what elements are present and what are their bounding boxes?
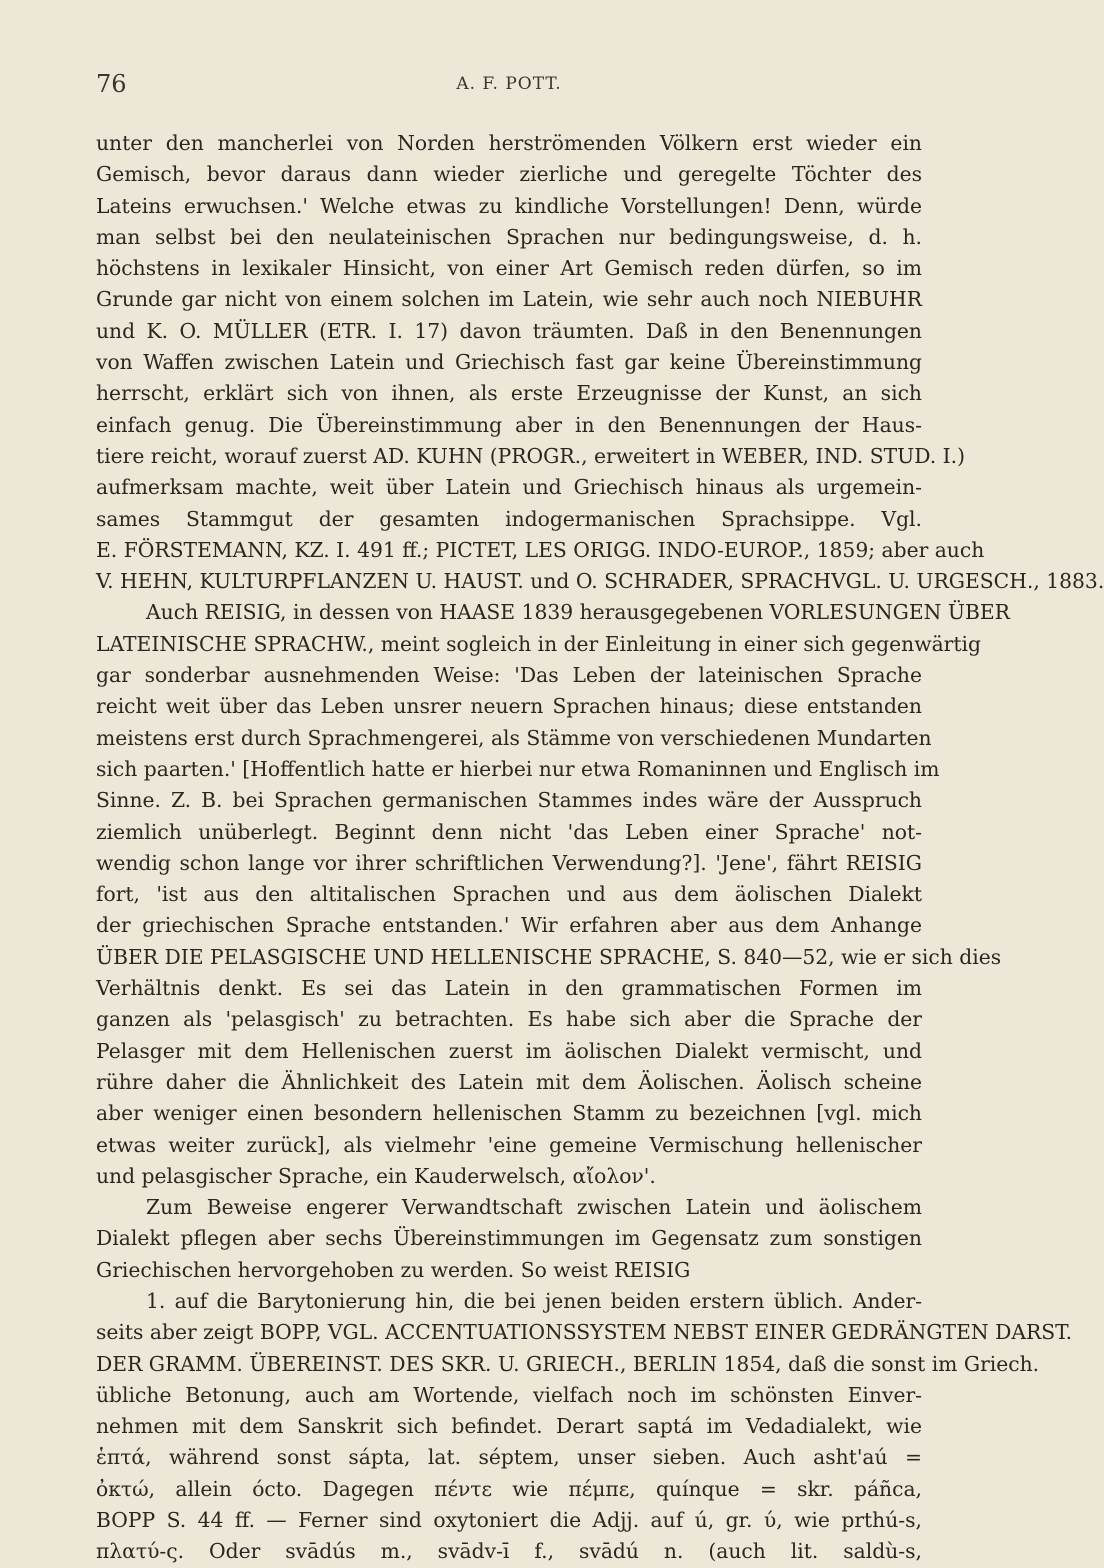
text-line: Dialekt pflegen aber sechs Übereinstimmungen im Gegensatz zum sonstigen bbox=[96, 1226, 922, 1251]
text-line: ganzen als 'pelasgisch' zu betrachten. Es habe sich aber die Sprache der bbox=[96, 1007, 922, 1032]
text-line: sich paarten.' [Hoffentlich hatte er hierbei nur etwa Romaninnen und Englisch im bbox=[96, 756, 940, 781]
text-line: herrscht, erklärt sich von ihnen, als erste Erzeugnisse der Kunst, an sich bbox=[96, 381, 922, 406]
text-line: ÜBER DIE PELASGISCHE UND HELLENISCHE SPRACHE, S. 840—52, wie er sich dies bbox=[96, 944, 1002, 969]
text-line: unter den mancherlei von Norden herströmenden Völkern erst wieder ein bbox=[96, 131, 922, 155]
text-line: Pelasger mit dem Hellenischen zuerst im äolischen Dialekt vermischt, und bbox=[96, 1038, 922, 1063]
text-line: einfach genug. Die Übereinstimmung aber in den Benennungen der Haus- bbox=[96, 412, 922, 437]
text-line: 1. auf die Barytonierung hin, die bei jenen beiden erstern üblich. Ander- bbox=[146, 1288, 922, 1313]
text-line: etwas weiter zurück], als vielmehr 'eine gemeine Vermischung hellenischer bbox=[96, 1132, 922, 1157]
text-line: nehmen mit dem Sanskrit sich befindet. Derart saptá im Vedadialekt, wie bbox=[96, 1414, 922, 1439]
text-line: aufmerksam machte, weit über Latein und Griechisch hinaus als urgemein- bbox=[96, 475, 922, 500]
text-line: E. FÖRSTEMANN, KZ. I. 491 ff.; PICTET, LES ORIGG. INDO-EUROP., 1859; aber auch bbox=[96, 537, 985, 562]
text-line: und pelasgischer Sprache, ein Kauderwelsch, αἴολον'. bbox=[96, 1163, 656, 1188]
text-line: aber weniger einen besondern hellenischen Stamm zu bezeichnen [vgl. mich bbox=[96, 1101, 922, 1126]
text-line: gar sonderbar ausnehmenden Weise: 'Das Leben der lateinischen Sprache bbox=[96, 663, 922, 688]
text-line: ziemlich unüberlegt. Beginnt denn nicht 'das Leben einer Sprache' not- bbox=[96, 819, 922, 844]
text-line: höchstens in lexikaler Hinsicht, von einer Art Gemisch reden dürfen, so im bbox=[96, 256, 922, 281]
page-number: 76 bbox=[96, 70, 127, 98]
text-line: übliche Betonung, auch am Wortende, vielfach noch im schönsten Einver- bbox=[96, 1382, 922, 1407]
text-line: πλατύ-ς. Oder svādús m., svādv-ī f., svādú n. (auch lit. saldù-s, bbox=[96, 1539, 922, 1564]
text-line: BOPP S. 44 ff. — Ferner sind oxytoniert die Adjj. auf ú, gr. ύ, wie prthú-s, bbox=[96, 1508, 922, 1533]
text-line: seits aber zeigt BOPP, VGL. ACCENTUATIONSSYSTEM NEBST EINER GEDRÄNGTEN DARST. bbox=[96, 1320, 1073, 1345]
text-line: Zum Beweise engerer Verwandtschaft zwischen Latein und äolischem bbox=[146, 1195, 922, 1220]
page-header bbox=[96, 70, 922, 106]
text-line: LATEINISCHE SPRACHW., meint sogleich in der Einleitung in einer sich gegenwärtig bbox=[96, 631, 981, 656]
text-line: ἑπτά, während sonst sápta, lat. séptem, unser sieben. Auch asht'aú = bbox=[96, 1445, 922, 1470]
text-line: ὀκτώ, allein ócto. Dagegen πέντε wie πέμπε, quínque = skr. páñca, bbox=[96, 1476, 922, 1501]
text-line: von Waffen zwischen Latein und Griechisch fast gar keine Übereinstimmung bbox=[96, 350, 922, 375]
text-line: Verhältnis denkt. Es sei das Latein in den grammatischen Formen im bbox=[96, 976, 922, 1001]
text-line: Gemisch, bevor daraus dann wieder zierliche und geregelte Töchter des bbox=[96, 162, 922, 187]
text-line: tiere reicht, worauf zuerst AD. KUHN (PROGR., erweitert in WEBER, IND. STUD. I.) bbox=[96, 443, 966, 468]
body-text bbox=[96, 128, 1104, 1568]
text-line: und K. O. MÜLLER (ETR. I. 17) davon träumten. Daß in den Benennungen bbox=[96, 318, 922, 343]
text-line: Griechischen hervorgehoben zu werden. So weist REISIG bbox=[96, 1257, 691, 1282]
text-line: reicht weit über das Leben unsrer neuern Sprachen hinaus; diese entstanden bbox=[96, 694, 922, 719]
text-line: DER GRAMM. ÜBEREINST. DES SKR. U. GRIECH., BERLIN 1854, daß die sonst im Griech. bbox=[96, 1351, 1040, 1376]
text-line: Lateins erwuchsen.' Welche etwas zu kindliche Vorstellungen! Denn, würde bbox=[96, 193, 922, 218]
text-line: Sinne. Z. B. bei Sprachen germanischen Stammes indes wäre der Ausspruch bbox=[96, 788, 922, 813]
text-line: der griechischen Sprache entstanden.' Wir erfahren aber aus dem Anhange bbox=[96, 913, 922, 938]
text-line: Grunde gar nicht von einem solchen im Latein, wie sehr auch noch NIEBUHR bbox=[96, 287, 922, 312]
text-line: man selbst bei den neulateinischen Sprachen nur bedingungsweise, d. h. bbox=[96, 224, 922, 249]
text-line: Auch REISIG, in dessen von HAASE 1839 herausgegebenen VORLESUNGEN ÜBER bbox=[146, 600, 1010, 625]
text-line: sames Stammgut der gesamten indogermanischen Sprachsippe. Vgl. bbox=[96, 506, 922, 531]
text-line: rühre daher die Ähnlichkeit des Latein mit dem Äolischen. Äolisch scheine bbox=[96, 1069, 922, 1094]
running-head: A. F. POTT. bbox=[456, 74, 562, 94]
text-line: wendig schon lange vor ihrer schriftlichen Verwendung?]. 'Jene', fährt REISIG bbox=[96, 850, 922, 875]
text-line: meistens erst durch Sprachmengerei, als Stämme von verschiedenen Mundarten bbox=[96, 725, 932, 750]
text-line: fort, 'ist aus den altitalischen Sprachen und aus dem äolischen Dialekt bbox=[96, 882, 922, 907]
text-line: V. HEHN, KULTURPFLANZEN U. HAUST. und O. SCHRADER, SPRACHVGL. U. URGESCH., 1883. bbox=[96, 569, 1104, 594]
